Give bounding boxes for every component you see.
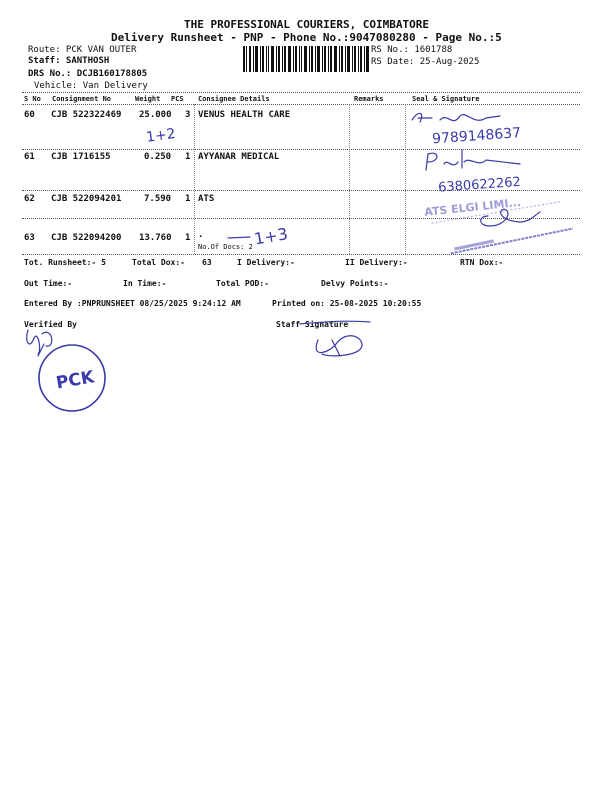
- row-weight: 25.000: [139, 110, 172, 120]
- row-consignment: CJB 522094200: [51, 233, 122, 243]
- company-title: THE PROFESSIONAL COURIERS, COIMBATORE: [184, 18, 430, 31]
- row-pcs: 1: [185, 152, 191, 162]
- dash-stroke: [228, 237, 250, 238]
- row-weight: 7.590: [144, 194, 172, 204]
- col-sno: S No: [24, 95, 41, 103]
- row-pcs: 3: [185, 110, 191, 120]
- total-pod: Total POD:-: [216, 279, 269, 288]
- rs-date: RS Date: 25-Aug-2025: [371, 57, 480, 67]
- row-sno: 60: [24, 110, 35, 120]
- row-consignment: CJB 1716155: [51, 152, 111, 162]
- signature-icon: [426, 150, 520, 170]
- company-stamp: [424, 191, 574, 256]
- row-consignee: .: [198, 230, 204, 240]
- row-sno: 61: [24, 152, 35, 162]
- handwritten-pieces-note: 1+3: [252, 224, 290, 249]
- rtn-dox: RTN Dox:-: [460, 258, 504, 267]
- staff-signature-label: Staff Signature: [276, 320, 349, 329]
- staff-label: Staff: SANTHOSH: [28, 56, 110, 66]
- row-pcs: 1: [185, 233, 191, 243]
- row-weight: 13.760: [139, 233, 172, 243]
- pck-stamp-text: PCK: [54, 367, 96, 394]
- col-remarks: Remarks: [354, 95, 384, 103]
- entered-by: Entered By :PNPRUNSHEET 08/25/2025 9:24:12 AM: [24, 299, 241, 308]
- col-seal: Seal & Signature: [412, 95, 480, 103]
- stamp-ats-text: ATS ELGI LIMI...: [423, 195, 522, 219]
- row-consignment: CJB 522094201: [51, 194, 122, 204]
- no-of-docs: No.Of Docs: 2: [198, 243, 253, 251]
- handwritten-phone: 6380622262: [437, 174, 522, 196]
- handwritten-pieces-note: 1+2: [145, 125, 177, 146]
- row-consignment: CJB 522322469: [51, 110, 122, 120]
- out-time: Out Time:-: [24, 279, 73, 288]
- handwritten-phone: 9789148637: [431, 125, 522, 148]
- route-label: Route: PCK VAN OUTER: [28, 45, 137, 55]
- col-pcs: PCS: [171, 95, 184, 103]
- ii-delivery: II Delivery:-: [345, 258, 408, 267]
- vehicle-label: Vehicle: Van Delivery: [34, 81, 148, 91]
- col-weight: Weight: [135, 95, 161, 103]
- row-sno: 62: [24, 194, 35, 204]
- row-pcs: 1: [185, 194, 191, 204]
- signature-icon: [412, 113, 500, 122]
- printed-on: Printed on: 25-08-2025 10:20:55: [272, 299, 422, 308]
- tot-runsheet: Tot. Runsheet:- 5: [24, 258, 106, 267]
- verified-by: Verified By: [24, 320, 77, 329]
- row-consignee: ATS: [198, 194, 215, 204]
- in-time: In Time:-: [123, 279, 167, 288]
- drs-number: DRS No.: DCJB160178805: [28, 69, 148, 79]
- row-consignee: AYYANAR MEDICAL: [198, 152, 280, 162]
- row-weight: 0.250: [144, 152, 172, 162]
- row-consignee: VENUS HEALTH CARE: [198, 110, 291, 120]
- rs-number: RS No.: 1601788: [371, 45, 453, 55]
- i-delivery: I Delivery:-: [237, 258, 295, 267]
- initials-icon: [27, 330, 52, 356]
- runsheet-title: Delivery Runsheet - PNP - Phone No.:9047080280 - Page No.:5: [111, 31, 502, 44]
- col-consignee: Consignee Details: [198, 95, 270, 103]
- delvy-points: Delvy Points:-: [321, 279, 389, 288]
- total-dox-label: Total Dox:-: [132, 258, 185, 267]
- total-dox-value: 63: [202, 258, 212, 267]
- staff-signature-icon: [300, 321, 370, 356]
- col-consignment: Consignment No: [52, 95, 112, 103]
- row-sno: 63: [24, 233, 35, 243]
